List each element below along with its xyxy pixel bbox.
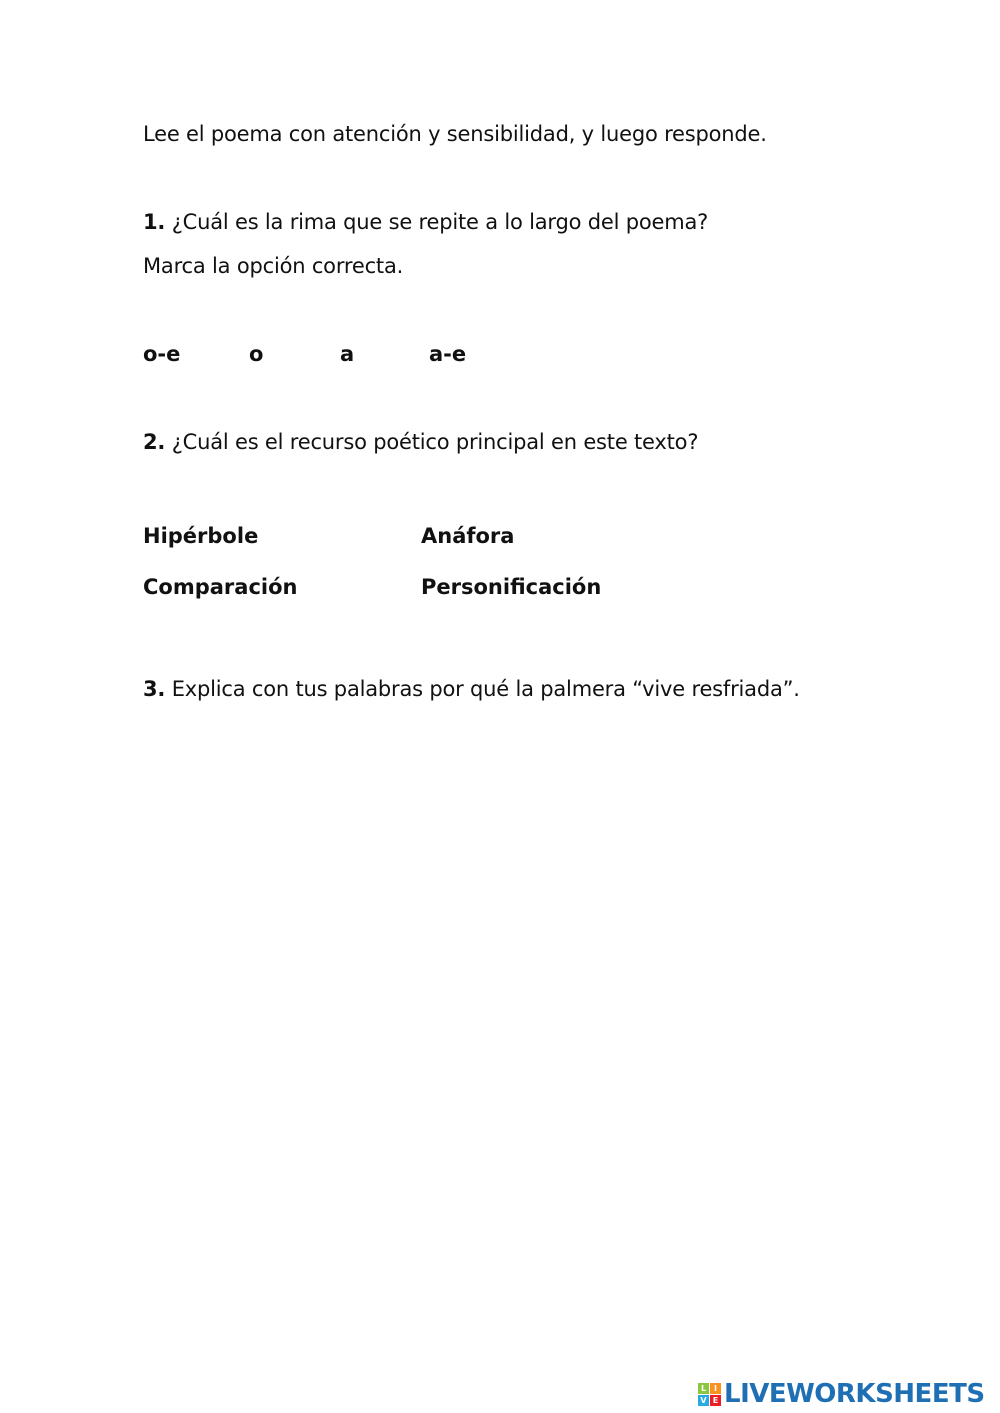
- logo-mark-letter: V: [698, 1395, 709, 1406]
- question-3-text: Explica con tus palabras por qué la palmera “vive resfriada”.: [171, 677, 800, 701]
- question-3-number: 3.: [143, 677, 166, 701]
- q1-option-o[interactable]: o: [249, 342, 264, 366]
- q2-option-hiperbole[interactable]: Hipérbole: [143, 524, 259, 548]
- q2-option-comparacion[interactable]: Comparación: [143, 575, 298, 599]
- question-1-text: ¿Cuál es la rima que se repite a lo largo del poema?: [171, 210, 709, 234]
- logo-mark-letter: L: [698, 1383, 709, 1394]
- question-2: [143, 428, 698, 456]
- q1-option-a[interactable]: a: [340, 342, 355, 366]
- q2-option-personificacion[interactable]: Personificación: [421, 575, 602, 599]
- question-2-text: ¿Cuál es el recurso poético principal en este texto?: [171, 430, 699, 454]
- logo-mark-letter: E: [710, 1395, 721, 1406]
- question-1-number: 1.: [143, 210, 166, 234]
- question-1-subtext: Marca la opción correcta.: [143, 254, 404, 278]
- instructions-text: Lee el poema con atención y sensibilidad, y luego responde.: [143, 122, 767, 146]
- question-1: [143, 208, 708, 236]
- q2-option-anafora[interactable]: Anáfora: [421, 524, 515, 548]
- q1-option-a-e[interactable]: a-e: [429, 342, 467, 366]
- logo-mark-letter: I: [710, 1383, 721, 1394]
- question-3: [143, 675, 800, 703]
- liveworksheets-logo: [698, 1377, 985, 1411]
- question-2-number: 2.: [143, 430, 166, 454]
- q1-option-o-e[interactable]: o-e: [143, 342, 181, 366]
- logo-text: LIVEWORKSHEETS: [724, 1379, 985, 1409]
- logo-mark-icon: [698, 1383, 721, 1406]
